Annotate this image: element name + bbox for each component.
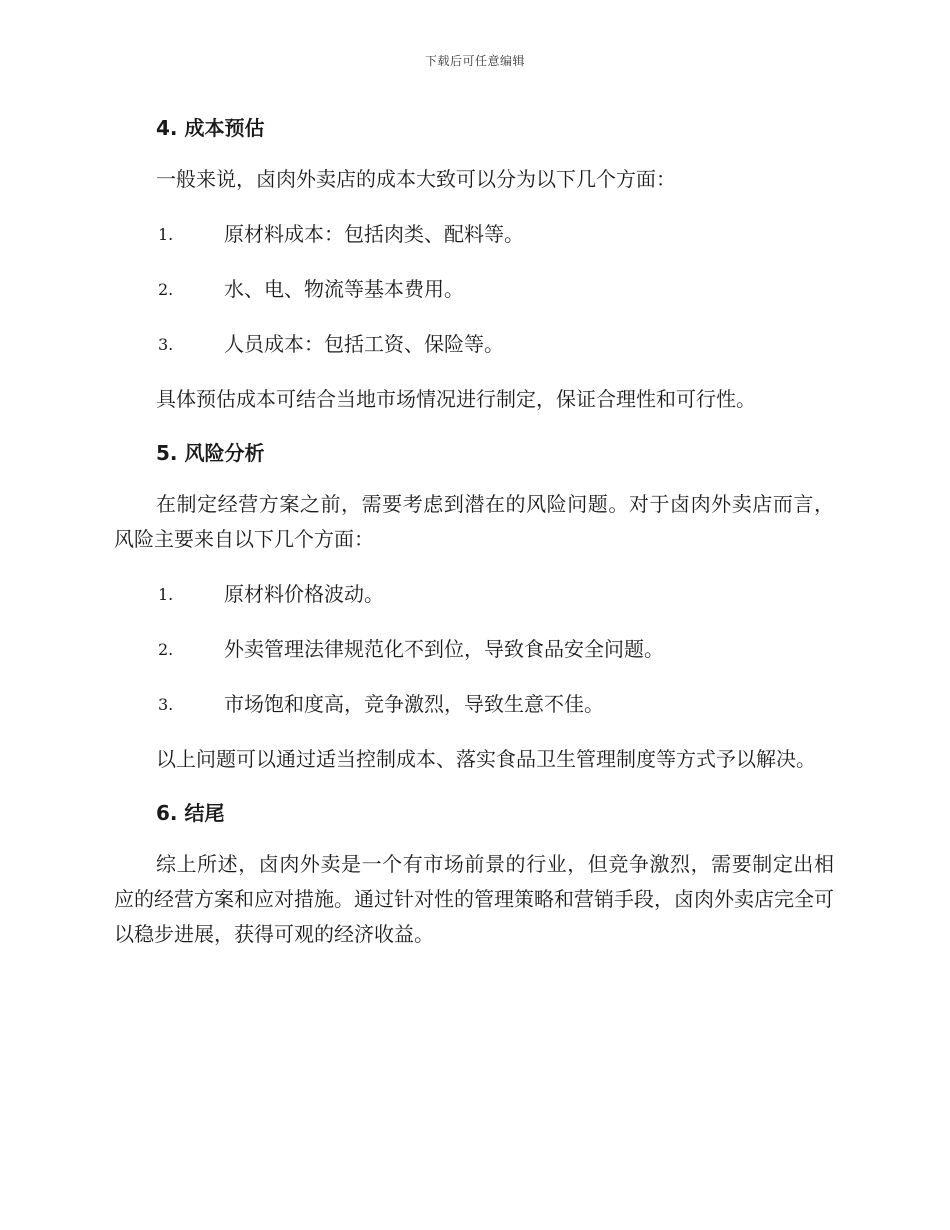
cost-conclusion-paragraph: 具体预估成本可结合当地市场情况进行制定，保证合理性和可行性。 (156, 387, 756, 411)
cost-list-item (114, 327, 834, 362)
list-number: 1. (158, 585, 174, 604)
list-text: 外卖管理法律规范化不到位，导致食品安全问题。 (224, 637, 664, 661)
risk-list-item (114, 632, 834, 667)
risk-list-item (114, 577, 834, 612)
section-heading-ending: 6. 结尾 (156, 801, 225, 825)
list-number: 2. (158, 640, 174, 659)
list-number: 3. (158, 335, 174, 354)
section-heading-risk: 5. 风险分析 (156, 441, 265, 465)
list-number: 3. (158, 695, 174, 714)
document-body (114, 108, 834, 952)
risk-intro-paragraph: 在制定经营方案之前，需要考虑到潜在的风险问题。对于卤肉外卖店而言，风险主要来自以下几个方面： (114, 492, 834, 551)
ending-paragraph: 综上所述，卤肉外卖是一个有市场前景的行业，但竞争激烈，需要制定出相应的经营方案和应对措施。通过针对性的管理策略和营销手段，卤肉外卖店完全可以稳步进展，获得可观的经济收益。 (114, 852, 834, 946)
cost-intro-paragraph: 一般来说，卤肉外卖店的成本大致可以分为以下几个方面： (156, 167, 676, 191)
page-header: 下载后可任意编辑 (424, 54, 525, 68)
risk-conclusion-paragraph: 以上问题可以通过适当控制成本、落实食品卫生管理制度等方式予以解决。 (156, 747, 816, 771)
section-heading-cost: 4. 成本预估 (156, 116, 265, 140)
list-number: 2. (158, 280, 174, 299)
list-text: 人员成本：包括工资、保险等。 (224, 332, 504, 356)
list-text: 市场饱和度高，竞争激烈，导致生意不佳。 (224, 692, 604, 716)
risk-list-item (114, 687, 834, 722)
list-text: 水、电、物流等基本费用。 (224, 277, 464, 301)
list-text: 原材料成本：包括肉类、配料等。 (224, 222, 524, 246)
list-text: 原材料价格波动。 (224, 582, 384, 606)
list-number: 1. (158, 225, 174, 244)
cost-list-item (114, 272, 834, 307)
cost-list-item (114, 217, 834, 252)
